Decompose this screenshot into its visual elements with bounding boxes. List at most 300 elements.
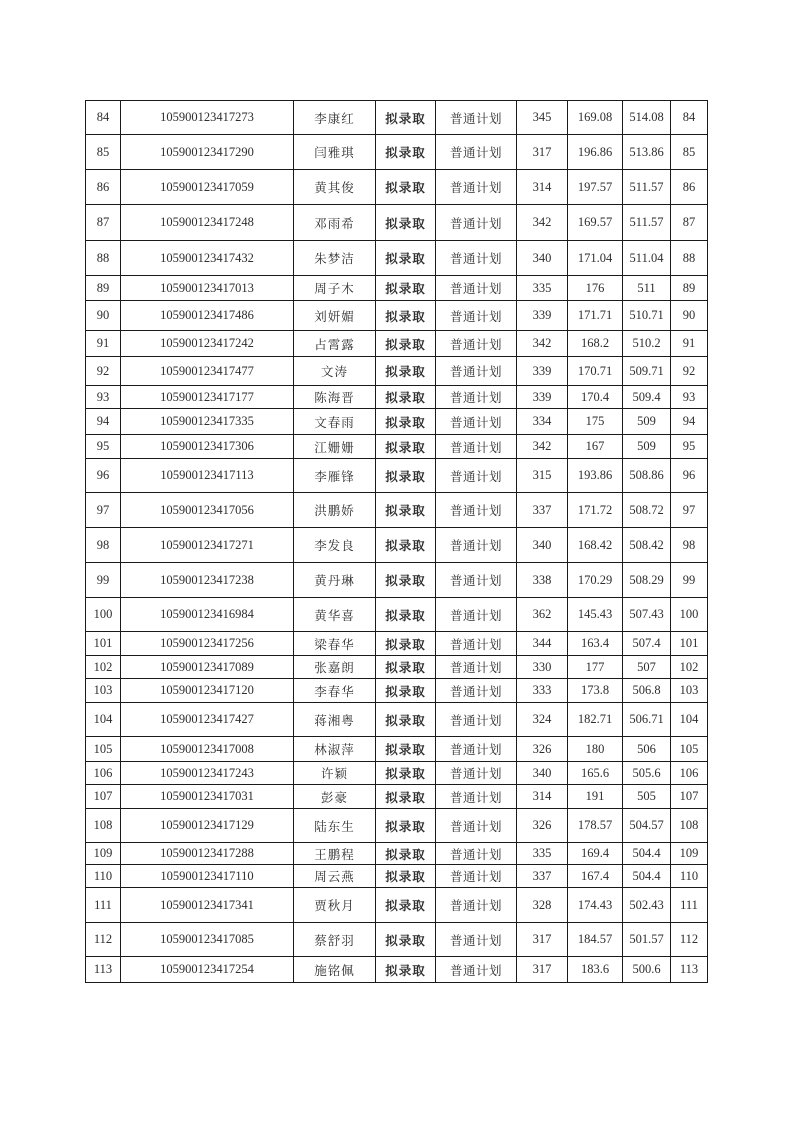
name-cell: 周子木 <box>294 276 376 301</box>
rank-cell: 89 <box>86 276 121 301</box>
plan-type-cell: 普通计划 <box>436 357 517 386</box>
name-cell: 陈海晋 <box>294 386 376 409</box>
plan-type-cell: 普通计划 <box>436 331 517 357</box>
initial-exam-score-cell: 340 <box>517 762 568 785</box>
candidate-id-cell: 105900123417129 <box>121 809 294 843</box>
table-row <box>86 656 708 679</box>
initial-exam-score-cell: 314 <box>517 170 568 205</box>
table-row <box>86 435 708 459</box>
admission-table-container <box>85 100 707 983</box>
total-score-cell: 508.72 <box>623 493 671 528</box>
admission-status-cell: 拟录取 <box>376 865 436 888</box>
plan-type-cell: 普通计划 <box>436 241 517 276</box>
candidate-id-cell: 105900123417341 <box>121 888 294 923</box>
admission-status-cell: 拟录取 <box>376 528 436 563</box>
plan-type-cell: 普通计划 <box>436 865 517 888</box>
rank-cell: 104 <box>86 703 121 737</box>
table-row <box>86 843 708 865</box>
initial-exam-score-cell: 337 <box>517 865 568 888</box>
candidate-id-cell: 105900123417254 <box>121 957 294 983</box>
candidate-id-cell: 105900123417427 <box>121 703 294 737</box>
rank-cell: 98 <box>86 528 121 563</box>
retest-score-cell: 183.6 <box>568 957 623 983</box>
table-row <box>86 703 708 737</box>
name-cell: 朱梦洁 <box>294 241 376 276</box>
admission-status-cell: 拟录取 <box>376 809 436 843</box>
name-cell: 施铭佩 <box>294 957 376 983</box>
total-score-cell: 501.57 <box>623 923 671 957</box>
rank-repeat-cell: 97 <box>671 493 708 528</box>
rank-cell: 85 <box>86 135 121 170</box>
admission-status-cell: 拟录取 <box>376 386 436 409</box>
name-cell: 李雁锋 <box>294 459 376 493</box>
name-cell: 文涛 <box>294 357 376 386</box>
rank-repeat-cell: 109 <box>671 843 708 865</box>
admission-status-cell: 拟录取 <box>376 135 436 170</box>
candidate-id-cell: 105900123417288 <box>121 843 294 865</box>
initial-exam-score-cell: 339 <box>517 301 568 331</box>
candidate-id-cell: 105900123416984 <box>121 598 294 632</box>
rank-cell: 87 <box>86 205 121 241</box>
table-row <box>86 809 708 843</box>
table-row <box>86 563 708 598</box>
rank-repeat-cell: 92 <box>671 357 708 386</box>
total-score-cell: 508.86 <box>623 459 671 493</box>
rank-cell: 113 <box>86 957 121 983</box>
total-score-cell: 509.4 <box>623 386 671 409</box>
total-score-cell: 509.71 <box>623 357 671 386</box>
retest-score-cell: 170.71 <box>568 357 623 386</box>
name-cell: 占霄露 <box>294 331 376 357</box>
retest-score-cell: 170.4 <box>568 386 623 409</box>
initial-exam-score-cell: 330 <box>517 656 568 679</box>
rank-repeat-cell: 107 <box>671 785 708 809</box>
candidate-id-cell: 105900123417120 <box>121 679 294 703</box>
name-cell: 周云燕 <box>294 865 376 888</box>
retest-score-cell: 167 <box>568 435 623 459</box>
initial-exam-score-cell: 338 <box>517 563 568 598</box>
rank-cell: 110 <box>86 865 121 888</box>
retest-score-cell: 145.43 <box>568 598 623 632</box>
rank-repeat-cell: 91 <box>671 331 708 357</box>
table-row <box>86 241 708 276</box>
table-row <box>86 785 708 809</box>
table-row <box>86 459 708 493</box>
rank-repeat-cell: 100 <box>671 598 708 632</box>
name-cell: 陆东生 <box>294 809 376 843</box>
plan-type-cell: 普通计划 <box>436 598 517 632</box>
name-cell: 许颖 <box>294 762 376 785</box>
retest-score-cell: 169.57 <box>568 205 623 241</box>
initial-exam-score-cell: 315 <box>517 459 568 493</box>
candidate-id-cell: 105900123417110 <box>121 865 294 888</box>
name-cell: 贾秋月 <box>294 888 376 923</box>
retest-score-cell: 163.4 <box>568 632 623 656</box>
retest-score-cell: 170.29 <box>568 563 623 598</box>
rank-repeat-cell: 96 <box>671 459 708 493</box>
retest-score-cell: 197.57 <box>568 170 623 205</box>
candidate-id-cell: 105900123417306 <box>121 435 294 459</box>
initial-exam-score-cell: 333 <box>517 679 568 703</box>
initial-exam-score-cell: 340 <box>517 528 568 563</box>
total-score-cell: 507 <box>623 656 671 679</box>
candidate-id-cell: 105900123417486 <box>121 301 294 331</box>
admission-status-cell: 拟录取 <box>376 737 436 762</box>
admission-status-cell: 拟录取 <box>376 101 436 135</box>
plan-type-cell: 普通计划 <box>436 301 517 331</box>
initial-exam-score-cell: 342 <box>517 331 568 357</box>
name-cell: 蔡舒羽 <box>294 923 376 957</box>
initial-exam-score-cell: 342 <box>517 435 568 459</box>
admission-status-cell: 拟录取 <box>376 357 436 386</box>
rank-cell: 106 <box>86 762 121 785</box>
rank-repeat-cell: 104 <box>671 703 708 737</box>
admission-status-cell: 拟录取 <box>376 331 436 357</box>
admission-status-cell: 拟录取 <box>376 762 436 785</box>
admission-list-table <box>85 100 708 983</box>
total-score-cell: 500.6 <box>623 957 671 983</box>
retest-score-cell: 171.04 <box>568 241 623 276</box>
table-row <box>86 737 708 762</box>
total-score-cell: 505 <box>623 785 671 809</box>
rank-cell: 84 <box>86 101 121 135</box>
admission-status-cell: 拟录取 <box>376 301 436 331</box>
retest-score-cell: 175 <box>568 409 623 435</box>
admission-status-cell: 拟录取 <box>376 888 436 923</box>
candidate-id-cell: 105900123417031 <box>121 785 294 809</box>
rank-cell: 93 <box>86 386 121 409</box>
admission-status-cell: 拟录取 <box>376 170 436 205</box>
rank-cell: 91 <box>86 331 121 357</box>
plan-type-cell: 普通计划 <box>436 785 517 809</box>
candidate-id-cell: 105900123417243 <box>121 762 294 785</box>
rank-repeat-cell: 89 <box>671 276 708 301</box>
rank-cell: 102 <box>86 656 121 679</box>
initial-exam-score-cell: 326 <box>517 809 568 843</box>
total-score-cell: 514.08 <box>623 101 671 135</box>
total-score-cell: 507.43 <box>623 598 671 632</box>
initial-exam-score-cell: 339 <box>517 386 568 409</box>
table-row <box>86 493 708 528</box>
initial-exam-score-cell: 337 <box>517 493 568 528</box>
name-cell: 江姗姗 <box>294 435 376 459</box>
table-row <box>86 205 708 241</box>
rank-repeat-cell: 94 <box>671 409 708 435</box>
name-cell: 张嘉朗 <box>294 656 376 679</box>
initial-exam-score-cell: 362 <box>517 598 568 632</box>
candidate-id-cell: 105900123417432 <box>121 241 294 276</box>
name-cell: 梁春华 <box>294 632 376 656</box>
name-cell: 洪鹏娇 <box>294 493 376 528</box>
retest-score-cell: 196.86 <box>568 135 623 170</box>
name-cell: 李春华 <box>294 679 376 703</box>
candidate-id-cell: 105900123417238 <box>121 563 294 598</box>
plan-type-cell: 普通计划 <box>436 101 517 135</box>
rank-repeat-cell: 86 <box>671 170 708 205</box>
initial-exam-score-cell: 334 <box>517 409 568 435</box>
name-cell: 林淑萍 <box>294 737 376 762</box>
total-score-cell: 508.42 <box>623 528 671 563</box>
rank-cell: 107 <box>86 785 121 809</box>
rank-repeat-cell: 99 <box>671 563 708 598</box>
admission-status-cell: 拟录取 <box>376 957 436 983</box>
rank-cell: 86 <box>86 170 121 205</box>
rank-cell: 103 <box>86 679 121 703</box>
rank-cell: 95 <box>86 435 121 459</box>
total-score-cell: 510.71 <box>623 301 671 331</box>
plan-type-cell: 普通计划 <box>436 762 517 785</box>
total-score-cell: 509 <box>623 409 671 435</box>
total-score-cell: 508.29 <box>623 563 671 598</box>
table-row <box>86 957 708 983</box>
rank-cell: 108 <box>86 809 121 843</box>
name-cell: 黄华喜 <box>294 598 376 632</box>
total-score-cell: 502.43 <box>623 888 671 923</box>
retest-score-cell: 177 <box>568 656 623 679</box>
table-row <box>86 762 708 785</box>
candidate-id-cell: 105900123417335 <box>121 409 294 435</box>
plan-type-cell: 普通计划 <box>436 809 517 843</box>
total-score-cell: 506.8 <box>623 679 671 703</box>
plan-type-cell: 普通计划 <box>436 135 517 170</box>
table-row <box>86 331 708 357</box>
total-score-cell: 504.57 <box>623 809 671 843</box>
plan-type-cell: 普通计划 <box>436 276 517 301</box>
admission-status-cell: 拟录取 <box>376 205 436 241</box>
table-row <box>86 632 708 656</box>
name-cell: 蒋湘粤 <box>294 703 376 737</box>
retest-score-cell: 182.71 <box>568 703 623 737</box>
table-row <box>86 357 708 386</box>
total-score-cell: 504.4 <box>623 843 671 865</box>
rank-repeat-cell: 87 <box>671 205 708 241</box>
retest-score-cell: 168.2 <box>568 331 623 357</box>
name-cell: 刘妍媚 <box>294 301 376 331</box>
rank-repeat-cell: 110 <box>671 865 708 888</box>
plan-type-cell: 普通计划 <box>436 957 517 983</box>
table-row <box>86 276 708 301</box>
initial-exam-score-cell: 345 <box>517 101 568 135</box>
plan-type-cell: 普通计划 <box>436 170 517 205</box>
retest-score-cell: 173.8 <box>568 679 623 703</box>
rank-cell: 100 <box>86 598 121 632</box>
plan-type-cell: 普通计划 <box>436 656 517 679</box>
admission-status-cell: 拟录取 <box>376 785 436 809</box>
initial-exam-score-cell: 335 <box>517 276 568 301</box>
total-score-cell: 511.57 <box>623 170 671 205</box>
rank-repeat-cell: 93 <box>671 386 708 409</box>
admission-status-cell: 拟录取 <box>376 409 436 435</box>
plan-type-cell: 普通计划 <box>436 703 517 737</box>
candidate-id-cell: 105900123417059 <box>121 170 294 205</box>
name-cell: 邓雨希 <box>294 205 376 241</box>
table-row <box>86 101 708 135</box>
retest-score-cell: 169.08 <box>568 101 623 135</box>
initial-exam-score-cell: 342 <box>517 205 568 241</box>
plan-type-cell: 普通计划 <box>436 923 517 957</box>
total-score-cell: 510.2 <box>623 331 671 357</box>
admission-status-cell: 拟录取 <box>376 632 436 656</box>
rank-cell: 101 <box>86 632 121 656</box>
retest-score-cell: 180 <box>568 737 623 762</box>
table-row <box>86 888 708 923</box>
retest-score-cell: 167.4 <box>568 865 623 888</box>
total-score-cell: 509 <box>623 435 671 459</box>
table-row <box>86 528 708 563</box>
plan-type-cell: 普通计划 <box>436 843 517 865</box>
admission-table-body <box>86 101 708 983</box>
name-cell: 闫雅琪 <box>294 135 376 170</box>
initial-exam-score-cell: 328 <box>517 888 568 923</box>
plan-type-cell: 普通计划 <box>436 205 517 241</box>
plan-type-cell: 普通计划 <box>436 632 517 656</box>
candidate-id-cell: 105900123417290 <box>121 135 294 170</box>
plan-type-cell: 普通计划 <box>436 888 517 923</box>
table-row <box>86 923 708 957</box>
plan-type-cell: 普通计划 <box>436 409 517 435</box>
candidate-id-cell: 105900123417113 <box>121 459 294 493</box>
rank-cell: 96 <box>86 459 121 493</box>
rank-cell: 111 <box>86 888 121 923</box>
retest-score-cell: 171.71 <box>568 301 623 331</box>
rank-cell: 97 <box>86 493 121 528</box>
retest-score-cell: 184.57 <box>568 923 623 957</box>
total-score-cell: 506 <box>623 737 671 762</box>
candidate-id-cell: 105900123417085 <box>121 923 294 957</box>
candidate-id-cell: 105900123417248 <box>121 205 294 241</box>
candidate-id-cell: 105900123417256 <box>121 632 294 656</box>
plan-type-cell: 普通计划 <box>436 386 517 409</box>
initial-exam-score-cell: 339 <box>517 357 568 386</box>
table-row <box>86 170 708 205</box>
rank-repeat-cell: 84 <box>671 101 708 135</box>
table-row <box>86 409 708 435</box>
candidate-id-cell: 105900123417177 <box>121 386 294 409</box>
rank-cell: 90 <box>86 301 121 331</box>
name-cell: 王鹏程 <box>294 843 376 865</box>
admission-status-cell: 拟录取 <box>376 241 436 276</box>
admission-status-cell: 拟录取 <box>376 598 436 632</box>
candidate-id-cell: 105900123417008 <box>121 737 294 762</box>
rank-repeat-cell: 111 <box>671 888 708 923</box>
admission-status-cell: 拟录取 <box>376 563 436 598</box>
rank-cell: 109 <box>86 843 121 865</box>
admission-status-cell: 拟录取 <box>376 435 436 459</box>
rank-repeat-cell: 105 <box>671 737 708 762</box>
table-row <box>86 865 708 888</box>
initial-exam-score-cell: 335 <box>517 843 568 865</box>
plan-type-cell: 普通计划 <box>436 459 517 493</box>
candidate-id-cell: 105900123417089 <box>121 656 294 679</box>
table-row <box>86 301 708 331</box>
total-score-cell: 511.04 <box>623 241 671 276</box>
name-cell: 黄其俊 <box>294 170 376 205</box>
retest-score-cell: 169.4 <box>568 843 623 865</box>
candidate-id-cell: 105900123417271 <box>121 528 294 563</box>
rank-cell: 88 <box>86 241 121 276</box>
name-cell: 李发良 <box>294 528 376 563</box>
retest-score-cell: 174.43 <box>568 888 623 923</box>
rank-repeat-cell: 98 <box>671 528 708 563</box>
initial-exam-score-cell: 314 <box>517 785 568 809</box>
total-score-cell: 506.71 <box>623 703 671 737</box>
initial-exam-score-cell: 317 <box>517 957 568 983</box>
initial-exam-score-cell: 324 <box>517 703 568 737</box>
rank-repeat-cell: 113 <box>671 957 708 983</box>
rank-repeat-cell: 103 <box>671 679 708 703</box>
candidate-id-cell: 105900123417273 <box>121 101 294 135</box>
rank-cell: 105 <box>86 737 121 762</box>
name-cell: 彭豪 <box>294 785 376 809</box>
name-cell: 文春雨 <box>294 409 376 435</box>
plan-type-cell: 普通计划 <box>436 737 517 762</box>
total-score-cell: 507.4 <box>623 632 671 656</box>
table-row <box>86 679 708 703</box>
candidate-id-cell: 105900123417242 <box>121 331 294 357</box>
total-score-cell: 511.57 <box>623 205 671 241</box>
rank-repeat-cell: 88 <box>671 241 708 276</box>
admission-status-cell: 拟录取 <box>376 703 436 737</box>
initial-exam-score-cell: 340 <box>517 241 568 276</box>
table-row <box>86 598 708 632</box>
rank-repeat-cell: 112 <box>671 923 708 957</box>
admission-status-cell: 拟录取 <box>376 679 436 703</box>
table-row <box>86 135 708 170</box>
retest-score-cell: 168.42 <box>568 528 623 563</box>
retest-score-cell: 176 <box>568 276 623 301</box>
admission-status-cell: 拟录取 <box>376 843 436 865</box>
rank-cell: 94 <box>86 409 121 435</box>
table-row <box>86 386 708 409</box>
rank-repeat-cell: 106 <box>671 762 708 785</box>
rank-repeat-cell: 85 <box>671 135 708 170</box>
admission-status-cell: 拟录取 <box>376 923 436 957</box>
retest-score-cell: 193.86 <box>568 459 623 493</box>
candidate-id-cell: 105900123417477 <box>121 357 294 386</box>
plan-type-cell: 普通计划 <box>436 679 517 703</box>
admission-status-cell: 拟录取 <box>376 493 436 528</box>
initial-exam-score-cell: 317 <box>517 923 568 957</box>
initial-exam-score-cell: 317 <box>517 135 568 170</box>
admission-status-cell: 拟录取 <box>376 276 436 301</box>
initial-exam-score-cell: 344 <box>517 632 568 656</box>
candidate-id-cell: 105900123417013 <box>121 276 294 301</box>
admission-status-cell: 拟录取 <box>376 459 436 493</box>
name-cell: 黄丹琳 <box>294 563 376 598</box>
plan-type-cell: 普通计划 <box>436 563 517 598</box>
rank-repeat-cell: 95 <box>671 435 708 459</box>
rank-repeat-cell: 101 <box>671 632 708 656</box>
plan-type-cell: 普通计划 <box>436 528 517 563</box>
rank-repeat-cell: 102 <box>671 656 708 679</box>
retest-score-cell: 178.57 <box>568 809 623 843</box>
initial-exam-score-cell: 326 <box>517 737 568 762</box>
rank-repeat-cell: 90 <box>671 301 708 331</box>
rank-cell: 92 <box>86 357 121 386</box>
retest-score-cell: 191 <box>568 785 623 809</box>
admission-status-cell: 拟录取 <box>376 656 436 679</box>
total-score-cell: 505.6 <box>623 762 671 785</box>
candidate-id-cell: 105900123417056 <box>121 493 294 528</box>
plan-type-cell: 普通计划 <box>436 435 517 459</box>
name-cell: 李康红 <box>294 101 376 135</box>
total-score-cell: 513.86 <box>623 135 671 170</box>
plan-type-cell: 普通计划 <box>436 493 517 528</box>
total-score-cell: 511 <box>623 276 671 301</box>
retest-score-cell: 171.72 <box>568 493 623 528</box>
retest-score-cell: 165.6 <box>568 762 623 785</box>
total-score-cell: 504.4 <box>623 865 671 888</box>
